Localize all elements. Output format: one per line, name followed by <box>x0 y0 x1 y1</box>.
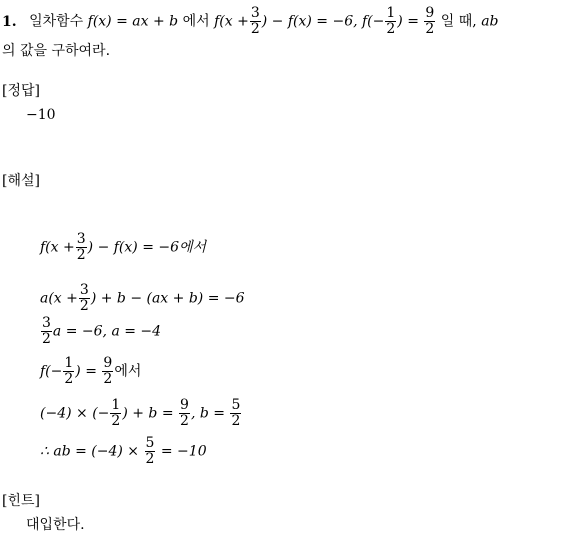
solution-label: [해설] <box>2 173 40 189</box>
fraction <box>230 398 241 429</box>
solution-line-1 <box>40 232 206 263</box>
fraction-denominator: 2 <box>386 21 396 37</box>
problem-statement <box>2 6 571 65</box>
fraction-numerator: 1 <box>386 5 396 21</box>
fraction-numerator: 3 <box>76 231 86 247</box>
fraction-numerator: 3 <box>79 282 89 298</box>
fraction-numerator: 5 <box>145 435 155 451</box>
answer-value: −10 <box>26 107 56 123</box>
problem-expr-2b: ) = <box>397 13 419 30</box>
fraction <box>385 6 396 37</box>
fraction-numerator: 1 <box>64 355 74 371</box>
problem-text-1: 일차함수 <box>29 13 84 30</box>
solution-line-4 <box>40 356 141 387</box>
expr-part: ) + b − (ax + b) = −6 <box>90 290 245 307</box>
fraction <box>102 356 113 387</box>
fraction <box>250 6 261 37</box>
fraction-numerator: 5 <box>231 397 241 413</box>
solution-line-6 <box>40 436 207 467</box>
problem-text-3: 일 때, <box>440 13 477 30</box>
fraction <box>41 316 52 347</box>
fraction <box>110 398 121 429</box>
fraction-denominator: 2 <box>231 413 241 429</box>
fraction <box>424 6 435 37</box>
problem-number: 1. <box>2 13 17 30</box>
expr-part: f(x + <box>40 239 75 256</box>
expr-part: ) + b = <box>122 405 174 422</box>
fraction-denominator: 2 <box>145 451 155 467</box>
expr-part: (−4) × (− <box>40 405 110 422</box>
expr-part: ) = <box>75 363 97 380</box>
hint-label: [힌트] <box>2 493 40 509</box>
problem-text-4: 의 값을 구하여라. <box>2 43 111 59</box>
hint-text: 대입한다. <box>26 517 85 533</box>
problem-target: ab <box>481 13 499 30</box>
fraction-denominator: 2 <box>250 21 260 37</box>
fraction <box>63 356 74 387</box>
fraction-denominator: 2 <box>79 298 89 314</box>
fraction-numerator: 9 <box>103 355 113 371</box>
expr-part: f(− <box>40 363 63 380</box>
fraction-numerator: 3 <box>250 5 260 21</box>
fraction-denominator: 2 <box>103 371 113 387</box>
expr-part: a(x + <box>40 290 78 307</box>
fraction <box>145 436 156 467</box>
expr-part: , b = <box>190 405 225 422</box>
fraction <box>76 232 87 263</box>
expr-part: ∴ ab = (−4) × <box>40 443 140 460</box>
fraction-denominator: 2 <box>111 413 121 429</box>
problem-text-2: 에서 <box>182 13 210 30</box>
fraction <box>179 398 190 429</box>
fraction <box>79 283 90 314</box>
expr-part: ) − f(x) = −6에서 <box>87 239 207 256</box>
fraction-denominator: 2 <box>180 413 189 429</box>
fraction-denominator: 2 <box>42 331 51 347</box>
problem-expr-2a: f(− <box>362 13 385 30</box>
fraction-denominator: 2 <box>76 247 86 263</box>
fraction-numerator: 9 <box>425 5 435 21</box>
problem-expr-1a: f(x + <box>214 13 249 30</box>
problem-expr-1b: ) − f(x) = −6, <box>261 13 358 30</box>
fraction-numerator: 3 <box>42 315 51 331</box>
solution-line-3 <box>40 316 161 347</box>
fraction-denominator: 2 <box>64 371 74 387</box>
expr-part: a = −6, a = −4 <box>52 323 162 340</box>
fraction-numerator: 9 <box>180 397 189 413</box>
problem-function: f(x) = ax + b <box>87 13 179 30</box>
fraction-denominator: 2 <box>425 21 435 37</box>
solution-line-5 <box>40 398 242 429</box>
fraction-numerator: 1 <box>111 397 121 413</box>
expr-part: 에서 <box>114 363 142 380</box>
solution-line-2 <box>40 283 245 314</box>
expr-part: = −10 <box>160 443 207 460</box>
answer-label: [정답] <box>2 83 40 99</box>
